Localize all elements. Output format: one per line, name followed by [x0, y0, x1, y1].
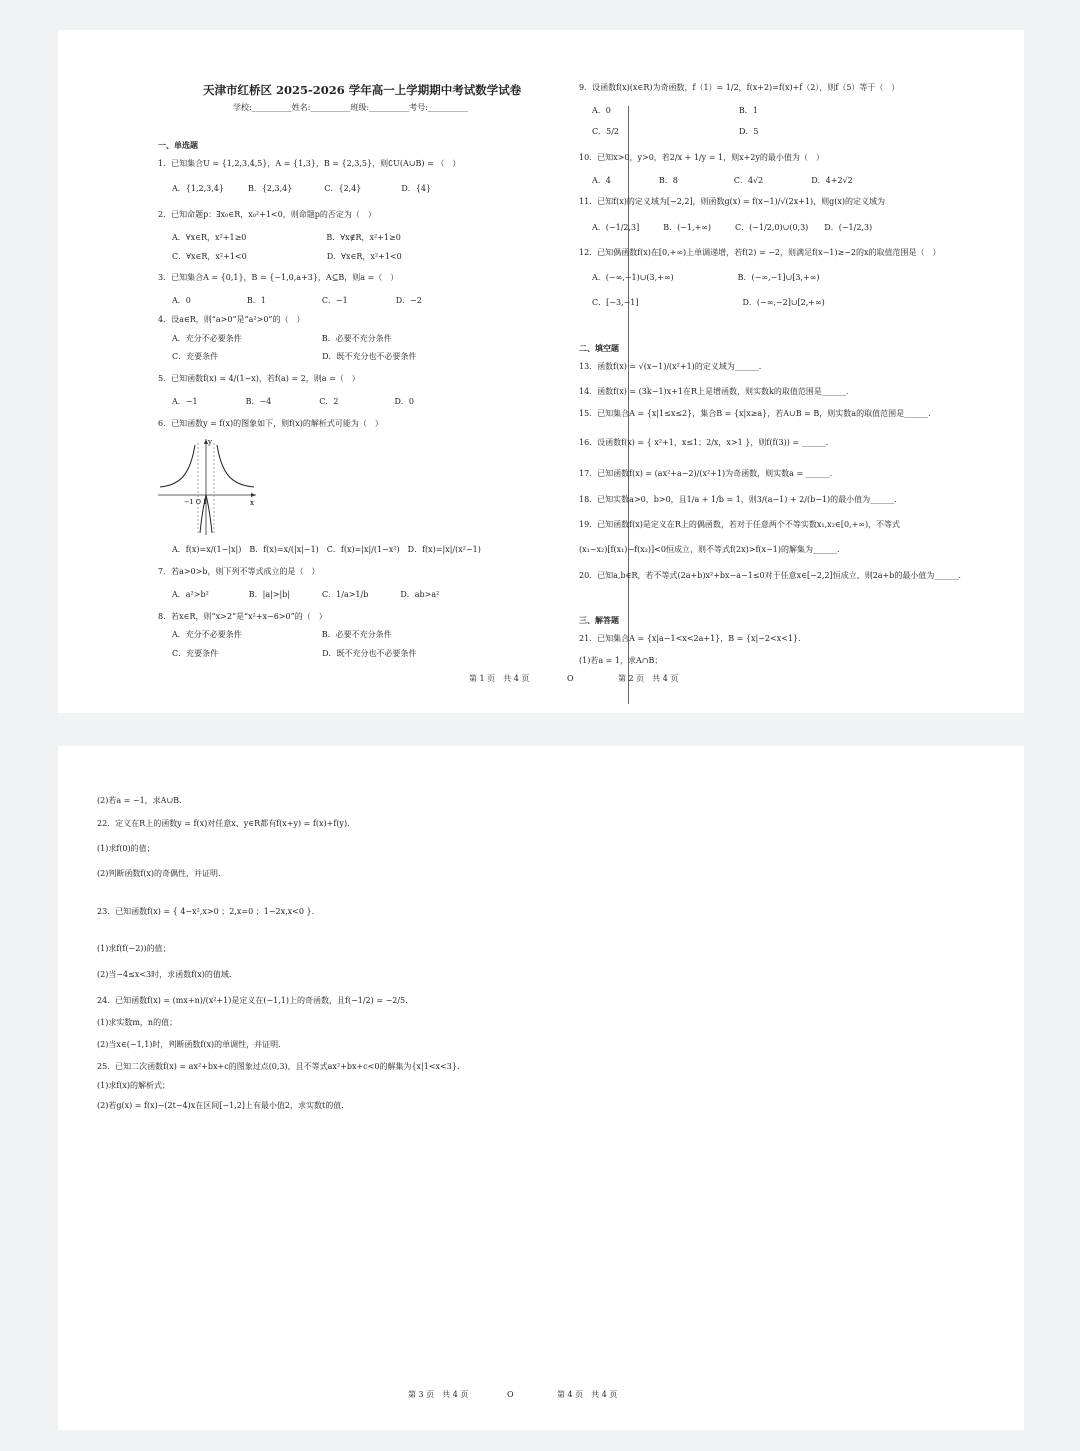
question-7-options: A．a²>b² B．|a|>|b| C．1/a>1/b D．ab>a²: [172, 590, 440, 599]
question-23-part-1: (1)求f(f(−2))的值；: [97, 944, 171, 953]
question-11-options: A．(−1/2,3] B．(−1,+∞) C．(−1/2,0)∪(0,3) D．(−1/2,3): [592, 223, 873, 232]
question-6-options: A．f(x)=x/(1−|x|) B．f(x)=x/(|x|−1) C．f(x)=|x|/(1−x²) D．f(x)=|x|/(x²−1): [172, 545, 481, 554]
question-14: 14．函数f(x) = (3k−1)x+1在R上是增函数，则实数k的取值范围是______.: [579, 387, 849, 396]
footer-page-4: 第 4 页 共 4 页: [557, 1390, 618, 1399]
question-18: 18．已知实数a>0，b>0，且1/a + 1/b = 1，则3/(a−1) + 2/(b−1)的最小值为______.: [579, 495, 897, 504]
question-3-options: A．0 B．1 C．−1 D．−2: [172, 296, 422, 305]
question-25: 25．已知二次函数f(x) = ax²+bx+c的图象过点(0,3)，且不等式ax²+bx+c<0的解集为{x|1<x<3}.: [97, 1062, 460, 1071]
question-8-options-cd: C．充要条件 D．既不充分也不必要条件: [172, 649, 417, 658]
question-5: 5．已知函数f(x) = 4/(1−x)，若f(a) = 2，则a =（ ）: [158, 374, 360, 383]
question-10: 10．已知x>0，y>0，若2/x + 1/y = 1，则x+2y的最小值为（ ）: [579, 153, 824, 162]
graph-tick-labels: −1 O 1: [184, 498, 208, 506]
student-info-fields: 学校:__________姓名:__________班级:__________考号:__________: [233, 103, 468, 112]
section-heading-fill-in: 二、填空题: [579, 343, 619, 353]
exam-sheet-pages-3-4: [58, 746, 1024, 1430]
question-12: 12．已知偶函数f(x)在[0,+∞)上单调递增，若f(2) = −2，则满足f(x−1)≥−2的x的取值范围是（ ）: [579, 248, 941, 257]
question-25-part-1: (1)求f(x)的解析式；: [97, 1081, 171, 1090]
question-13: 13．函数f(x) = √(x−1)/(x²+1)的定义域为______.: [579, 362, 762, 371]
question-21-part-2: (2)若a = −1，求A∪B.: [97, 796, 182, 805]
footer-binding-mark: O: [567, 674, 574, 683]
question-4-options-cd: C．充要条件 D．既不充分也不必要条件: [172, 352, 417, 361]
section-heading-solutions: 三、解答题: [579, 615, 619, 625]
question-5-options: A．−1 B．−4 C．2 D．0: [172, 397, 414, 406]
question-9: 9．设函数f(x)(x∈R)为奇函数，f（1）= 1/2，f(x+2)=f(x)+f（2），则f（5）等于（ ）: [579, 83, 900, 92]
graph-y-label: y: [208, 438, 212, 446]
question-17: 17．已知函数f(x) = (ax²+a−2)/(x²+1)为奇函数，则实数a = ______.: [579, 469, 833, 478]
question-7: 7．若a>0>b，则下列不等式成立的是（ ）: [158, 567, 320, 576]
question-16: 16．设函数f(x) = { x²+1，x≤1；2/x，x>1 }，则f(f(3)) = ______.: [579, 438, 829, 447]
question-24: 24．已知函数f(x) = (mx+n)/(x²+1)是定义在(−1,1)上的奇函数，且f(−1/2) = −2/5.: [97, 996, 408, 1005]
question-25-part-2: (2)若g(x) = f(x)−(2t−4)x在区间[−1,2]上有最小值2，求实数t的值.: [97, 1101, 344, 1110]
column-divider: [628, 106, 629, 704]
section-heading-single-choice: 一、单选题: [158, 140, 198, 150]
graph-x-arrow: [251, 493, 256, 497]
question-1-options: A．{1,2,3,4} B．{2,3,4} C．{2,4} D．{4}: [172, 184, 432, 193]
question-2: 2．已知命题p：∃x₀∈R，x₀²+1<0，则命题p的否定为（ ）: [158, 210, 376, 219]
question-8: 8．若x∈R，则“x>2”是“x²+x−6>0”的（ ）: [158, 612, 327, 621]
footer-page-1: 第 1 页 共 4 页: [469, 674, 530, 683]
question-21-part-1: (1)若a = 1，求A∩B；: [579, 656, 663, 665]
question-23: 23．已知函数f(x) = { 4−x²,x>0 ；2,x=0 ；1−2x,x<0 }.: [97, 907, 315, 916]
question-2-options-ab: A．∀x∈R，x²+1≥0 B．∀x∉R，x²+1≥0: [172, 233, 401, 242]
question-21: 21．已知集合A = {x|a−1<x<2a+1}，B = {x|−2<x<1}.: [579, 634, 801, 643]
exam-sheet-pages-1-2: [58, 30, 1024, 713]
question-6-function-graph: [158, 435, 258, 535]
graph-x-label: x: [250, 499, 254, 507]
question-22-part-1: (1)求f(0)的值；: [97, 844, 155, 853]
question-1: 1．已知集合U = {1,2,3,4,5}，A = {1,3}，B = {2,3,5}，则∁U(A∪B) = （ ）: [158, 159, 461, 168]
question-4: 4．设a∈R，则“a>0”是“a²>0”的（ ）: [158, 315, 305, 324]
question-9-options-ab: A．0 B．1: [592, 106, 758, 115]
question-22-part-2: (2)判断函数f(x)的奇偶性，并证明.: [97, 869, 221, 878]
question-6: 6．已知函数y = f(x)的图象如下，则f(x)的解析式可能为（ ）: [158, 419, 383, 428]
question-24-part-1: (1)求实数m，n的值；: [97, 1018, 178, 1027]
question-15: 15．已知集合A = {x|1≤x≤2}，集合B = {x|x≥a}，若A∪B = B，则实数a的取值范围是______.: [579, 409, 931, 418]
question-24-part-2: (2)当x∈(−1,1)时，判断函数f(x)的单调性，并证明.: [97, 1040, 281, 1049]
question-9-options-cd: C．5/2 D．5: [592, 127, 759, 136]
footer-page-2: 第 2 页 共 4 页: [618, 674, 679, 683]
graph-curve-left: [160, 445, 195, 487]
graph-curve-right: [217, 445, 254, 487]
exam-title: 天津市红桥区 2025-2026 学年高一上学期期中考试数学试卷: [203, 83, 522, 97]
question-20: 20．已知a,b∈R，若不等式(2a+b)x²+bx−a−1≤0对于任意x∈[−2,2]恒成立，则2a+b的最小值为______.: [579, 571, 961, 580]
footer-page-3: 第 3 页 共 4 页: [408, 1390, 469, 1399]
question-23-part-2: (2)当−4≤x<3时，求函数f(x)的值域.: [97, 970, 232, 979]
question-3: 3．已知集合A = {0,1}，B = {−1,0,a+3}，A⊆B，则a =（ ）: [158, 273, 399, 282]
question-4-options-ab: A．充分不必要条件 B．必要不充分条件: [172, 334, 392, 343]
question-22: 22．定义在R上的函数y = f(x)对任意x、y∈R都有f(x+y) = f(x)+f(y).: [97, 819, 350, 828]
question-19-line-2: (x₁−x₂)[f(x₁)−f(x₂)]<0恒成立，则不等式f(2x)>f(x−1)的解集为______.: [579, 545, 840, 554]
question-10-options: A．4 B．8 C．4√2 D．4+2√2: [592, 176, 853, 185]
question-19-line-1: 19．已知函数f(x)是定义在R上的偶函数，若对于任意两个不等实数x₁,x₂∈[0,+∞)，不等式: [579, 520, 901, 529]
question-8-options-ab: A．充分不必要条件 B．必要不充分条件: [172, 630, 392, 639]
question-12-options-ab: A．(−∞,−1)∪(3,+∞) B．(−∞,−1]∪[3,+∞): [592, 273, 820, 282]
question-2-options-cd: C．∀x∈R，x²+1<0 D．∀x∈R，x²+1<0: [172, 252, 402, 261]
question-11: 11．已知f(x)的定义域为[−2,2]，则函数g(x) = f(x−1)/√(2x+1)，则g(x)的定义域为: [579, 197, 886, 206]
question-12-options-cd: C．[−3,−1] D．(−∞,−2]∪[2,+∞): [592, 298, 825, 307]
footer-binding-mark-2: O: [507, 1390, 514, 1399]
